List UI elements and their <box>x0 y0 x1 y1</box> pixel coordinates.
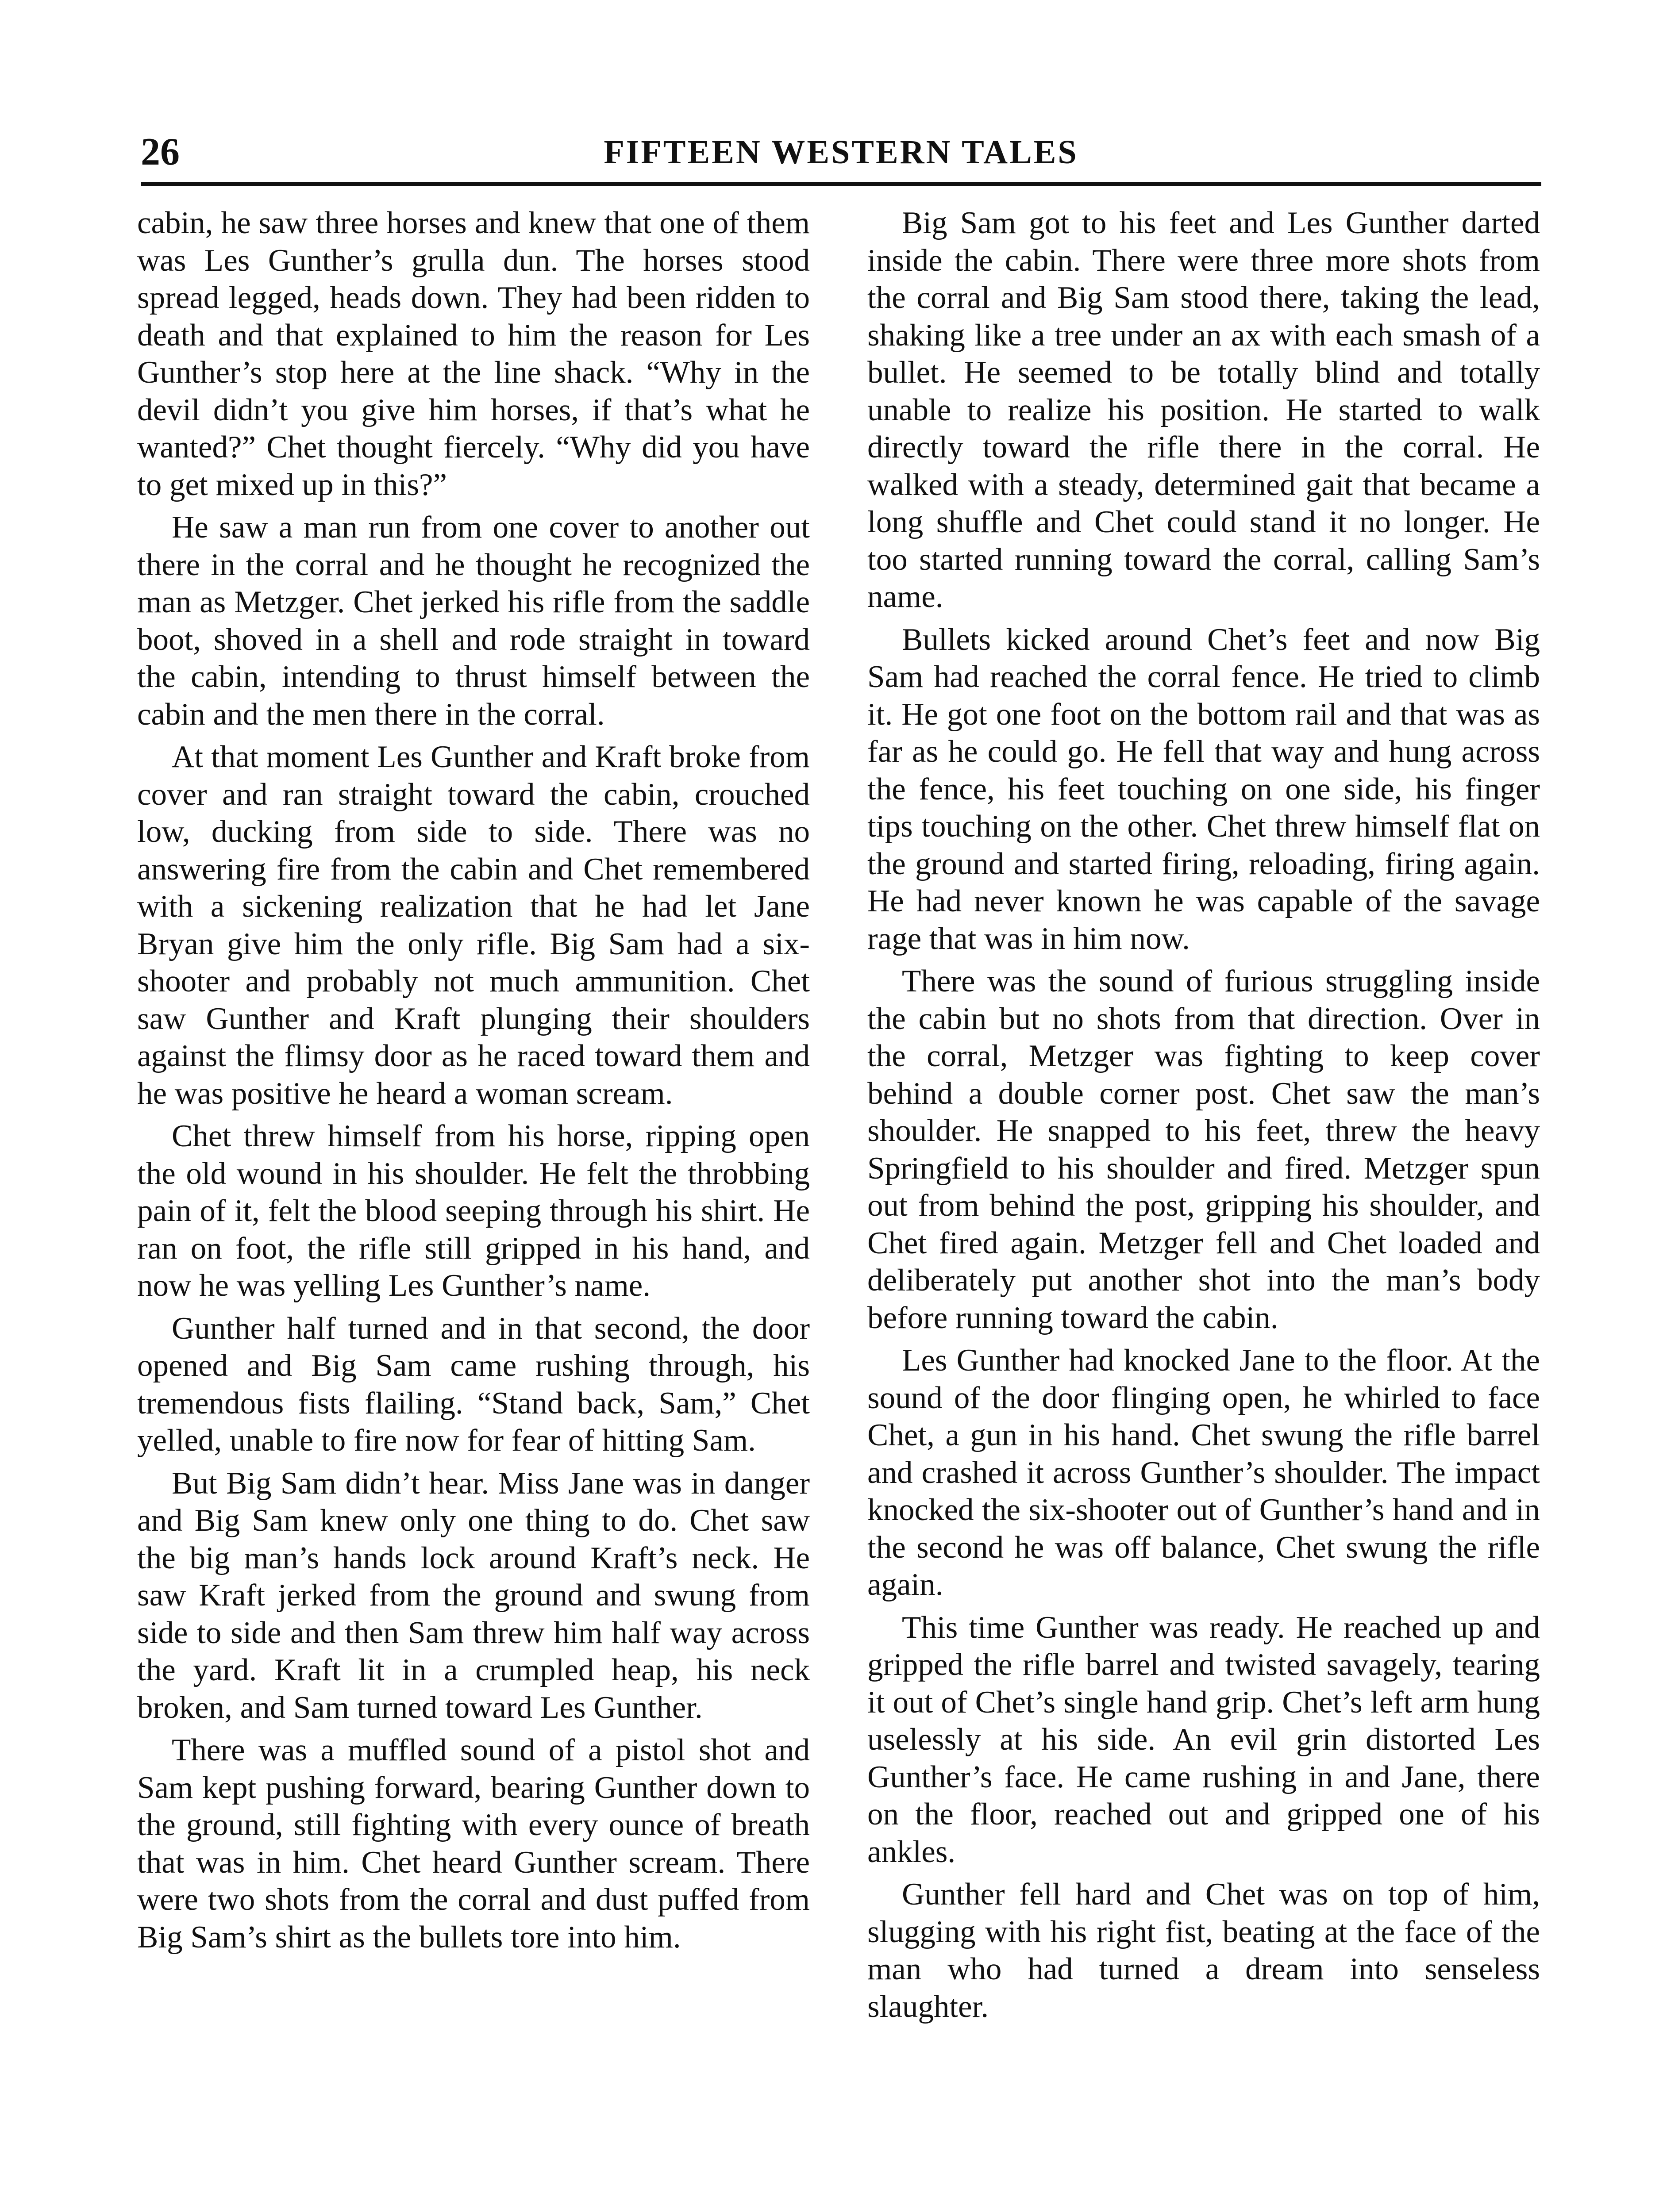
paragraph: Big Sam got to his feet and Les Gunther darted inside the cabin. There were three more shots from the corral and Big Sam stood there, taking the lead, shaking like a tree under an ax with each smash of a bullet. He seemed to be totally blind and totally unable to realize his position. He started to walk directly toward the rifle there in the corral. He walked with a steady, determined gait that became a long shuffle and Chet could stand it no longer. He too started running toward the corral, calling Sam’s name. <box>867 206 1540 614</box>
paragraph: Bullets kicked around Chet’s feet and now Big Sam had reached the corral fence. He tried to climb it. He got one foot on the bottom rail and that was as far as he could go. He fell that way and hung across the fence, his feet touching on one side, his finger tips touching on the other. Chet threw himself flat on the ground and started firing, reloading, firing again. He had never known he was capable of the savage rage that was in him now. <box>867 622 1540 956</box>
paragraph: There was the sound of furious struggling inside the cabin but no shots from that direction. Over in the corral, Metzger was fighting to keep cover behind a double corner post. Chet saw the man’s shoulder. He snapped to his feet, threw the heavy Springfield to his shoulder and fired. Metzger spun out from behind the post, gripping his shoulder, and Chet fired again. Metzger fell and Chet loaded and deliberately put another shot into the man’s body before running toward the cabin. <box>867 964 1540 1335</box>
paragraph: Chet threw himself from his horse, ripping open the old wound in his shoulder. He felt the throbbing pain of it, felt the blood seeping through his shirt. He ran on foot, the rifle still gripped in his hand, and now he was yelling Les Gunther’s name. <box>137 1119 810 1303</box>
paragraph: Gunther fell hard and Chet was on top of him, slugging with his right fist, beating at the face of the man who had turned a dream into senseless slaughter. <box>867 1877 1540 2024</box>
paragraph: There was a muffled sound of a pistol shot and Sam kept pushing forward, bearing Gunther down to the ground, still fighting with every ounce of breath that was in him. Chet heard Gunther scream. There were two shots from the corral and dust puffed from Big Sam’s shirt as the bullets tore into him. <box>137 1733 810 1955</box>
paragraph: This time Gunther was ready. He reached up and gripped the rifle barrel and twisted savagely, tearing it out of Chet’s single hand grip. Chet’s left arm hung uselessly at his side. An evil grin distorted Les Gunther’s face. He came rushing in and Jane, there on the floor, reached out and gripped one of his ankles. <box>867 1610 1540 1869</box>
paragraph: He saw a man run from one cover to another out there in the corral and he thought he recognized the man as Metzger. Chet jerked his rifle from the saddle boot, shoved in a shell and rode straight in toward the cabin, intending to thrust himself between the cabin and the men there in the corral. <box>137 510 810 732</box>
left-column <box>137 204 810 1961</box>
page-title: FIFTEEN WESTERN TALES <box>604 134 1078 171</box>
paragraph: Gunther half turned and in that second, the door opened and Big Sam came rushing through, his tremendous fists flailing. “Stand back, Sam,” Chet yelled, unable to fire now for fear of hitting Sam. <box>137 1311 810 1458</box>
paragraph: Les Gunther had knocked Jane to the floor. At the sound of the door flinging open, he whirled to face Chet, a gun in his hand. Chet swung the rifle barrel and crashed it across Gunther’s shoulder. The impact knocked the six-shooter out of Gunther’s hand and in the second he was off balance, Chet swung the rifle again. <box>867 1343 1540 1602</box>
paragraph: cabin, he saw three horses and knew that one of them was Les Gunther’s grulla dun. The horses stood spread legged, heads down. They had been ridden to death and that explained to him the reason for Les Gunther’s stop here at the line shack. “Why in the devil didn’t you give him horses, if that’s what he wanted?” Chet thought fiercely. “Why did you have to get mixed up in this?” <box>137 206 810 502</box>
running-header <box>141 129 1541 186</box>
paragraph: At that moment Les Gunther and Kraft broke from cover and ran straight toward the cabin, crouched low, ducking from side to side. There was no answering fire from the cabin and Chet remembered with a sickening realization that he had let Jane Bryan give him the only rifle. Big Sam had a six-shooter and probably not much ammunition. Chet saw Gunther and Kraft plunging their shoulders against the flimsy door as he raced toward them and he was positive he heard a woman scream. <box>137 740 810 1111</box>
page-number: 26 <box>141 131 180 173</box>
right-column <box>867 204 1540 2031</box>
paragraph: But Big Sam didn’t hear. Miss Jane was in danger and Big Sam knew only one thing to do. Chet saw the big man’s hands lock around Kraft’s neck. He saw Kraft jerked from the ground and swung from side to side and then Sam threw him half way across the yard. Kraft lit in a crumpled heap, his neck broken, and Sam turned toward Les Gunther. <box>137 1466 810 1725</box>
